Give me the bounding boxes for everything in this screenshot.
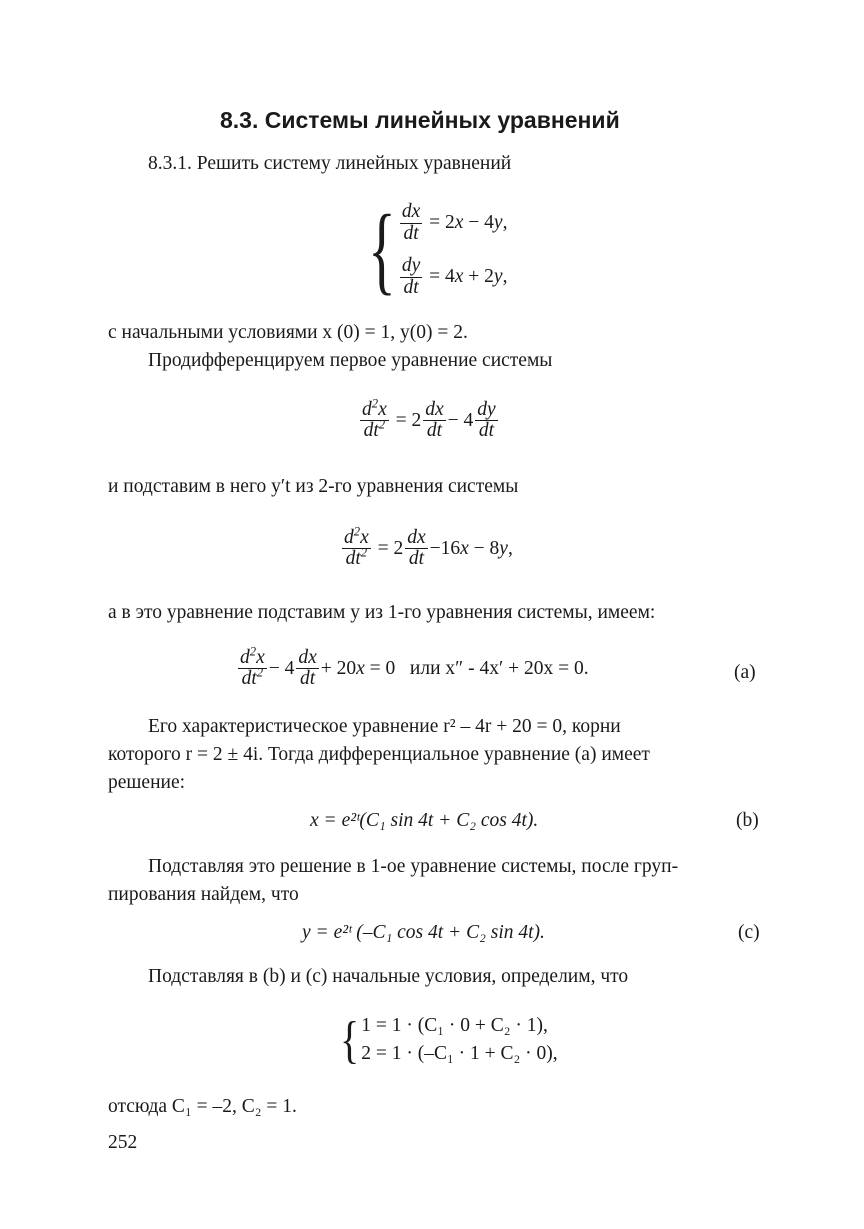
system2-row-1: 1 = 1 · (C₁ · 0 + C₂ · 1), (361, 1015, 548, 1036)
equation-system-1 (368, 193, 508, 305)
page-number: 252 (108, 1132, 138, 1153)
step-differentiate: Продифференцируем первое уравнение системы (148, 350, 553, 371)
equation-substituted: $\frac{d^2x}{dt^2}$ = 2 $\frac{dx}{dt}$ −16x − 8y, (344, 524, 513, 570)
step-substitute-y: а в это уравнение подставим у из 1-го уравнения системы, имеем: (108, 602, 656, 623)
left-brace: { (368, 193, 396, 305)
characteristic-line-3: решение: (108, 772, 186, 793)
section-title: 8.3. Системы линейных уравнений (220, 107, 620, 133)
equation-second-derivative: $\frac{d^2x}{dt^2}$ = 2 $\frac{dx}{dt}$ − 4 $\frac{dy}{dt}$ (362, 396, 496, 442)
system-eq-dx: $\frac{dx}{dt}$ = 2x − 4y, (401, 201, 508, 244)
tag-b: (b) (736, 810, 759, 831)
characteristic-line-1: Его характеристическое уравнение r² – 4r + 20 = 0, корни (148, 716, 621, 737)
result-line: отсюда C₁ = –2, C₂ = 1. (108, 1096, 297, 1117)
substitution-line-3: Подставляя в (b) и (c) начальные условия, определим, что (148, 966, 629, 987)
system-eq-dy: $\frac{dy}{dt}$ = 4x + 2y, (401, 255, 508, 298)
tag-c: (c) (738, 922, 760, 943)
system2-row-2: 2 = 1 · (–C₁ · 1 + C₂ · 0), (361, 1043, 558, 1064)
problem-statement: 8.3.1. Решить систему линейных уравнений (148, 153, 512, 174)
initial-conditions: с начальными условиями x (0) = 1, y(0) = 2. (108, 322, 468, 343)
equation-a: $\frac{d^2x}{dt^2}$ − 4 $\frac{dx}{dt}$ + 20x = 0 или x″ - 4x′ + 20x = 0. (240, 644, 589, 690)
step-substitute: и подставим в него y′t из 2-го уравнения системы (108, 476, 519, 497)
equation-system-2 (340, 1012, 558, 1068)
substitution-line-1: Подставляя это решение в 1-ое уравнение системы, после груп- (148, 856, 679, 877)
characteristic-line-2: которого r = 2 ± 4i. Тогда дифференциальное уравнение (a) имеет (108, 744, 650, 765)
equation-c: y = e²ᵗ (–C₁ cos 4t + C₂ sin 4t). (302, 922, 545, 943)
substitution-line-2: пирования найдем, что (108, 884, 299, 905)
left-brace: { (340, 1010, 360, 1069)
equation-b: x = e²ᵗ(C₁ sin 4t + C₂ cos 4t). (310, 810, 539, 831)
equation-a-alt: или x″ - 4x′ + 20x = 0. (409, 657, 589, 679)
tag-a: (a) (734, 662, 756, 683)
